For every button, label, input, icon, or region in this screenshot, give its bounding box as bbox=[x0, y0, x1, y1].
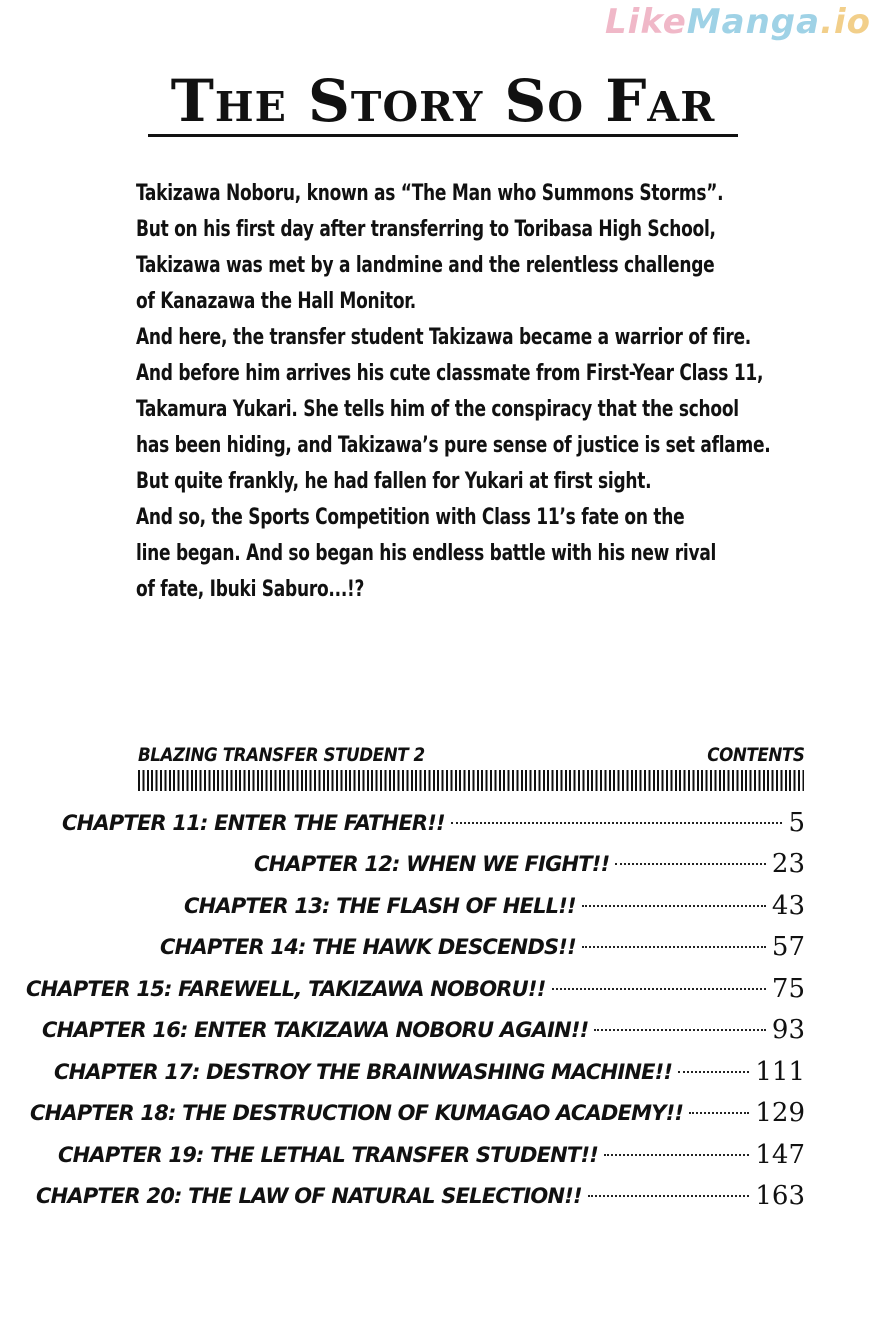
toc-entry-chapter-18 bbox=[30, 1093, 805, 1133]
watermark-part-a: Like bbox=[605, 2, 687, 42]
story-line: Takizawa Noboru, known as “The Man who Summons Storms”. bbox=[136, 181, 724, 206]
page-number: 43 bbox=[771, 891, 805, 921]
toc-entry-chapter-16 bbox=[42, 1010, 805, 1050]
chapter-title: CHAPTER 14: THE HAWK DESCENDS!! bbox=[160, 935, 576, 959]
toc-entry-chapter-13 bbox=[184, 886, 805, 926]
toc-entry-chapter-12 bbox=[254, 844, 805, 884]
dot-leader bbox=[582, 905, 766, 907]
site-watermark bbox=[605, 2, 871, 42]
story-line: has been hiding, and Takizawa’s pure sense of justice is set aflame. bbox=[136, 433, 771, 458]
dot-leader bbox=[552, 988, 766, 990]
page-number: 57 bbox=[771, 932, 805, 962]
chapter-title: CHAPTER 11: ENTER THE FATHER!! bbox=[62, 811, 445, 835]
story-line: But quite frankly, he had fallen for Yukari at first sight. bbox=[136, 469, 652, 494]
chapter-title: CHAPTER 18: THE DESTRUCTION OF KUMAGAO ACADEMY!! bbox=[30, 1101, 684, 1125]
page-title: The Story So Far bbox=[148, 70, 738, 137]
watermark-part-b: Manga bbox=[686, 2, 821, 42]
dot-leader bbox=[594, 1029, 765, 1031]
chapter-title: CHAPTER 17: DESTROY THE BRAINWASHING MACHINE!! bbox=[54, 1060, 673, 1084]
dot-leader bbox=[582, 946, 766, 948]
contents-label: CONTENTS bbox=[706, 744, 804, 766]
dot-leader bbox=[451, 822, 783, 824]
chapter-title: CHAPTER 15: FAREWELL, TAKIZAWA NOBORU!! bbox=[26, 977, 546, 1001]
toc-entry-chapter-15 bbox=[26, 969, 805, 1009]
story-line: Takizawa was met by a landmine and the relentless challenge bbox=[136, 253, 715, 278]
page-number: 129 bbox=[755, 1098, 805, 1128]
chapter-title: CHAPTER 12: WHEN WE FIGHT!! bbox=[254, 852, 610, 876]
toc-entry-chapter-11 bbox=[62, 803, 805, 843]
toc-entry-chapter-19 bbox=[58, 1135, 805, 1175]
chapter-title: CHAPTER 13: THE FLASH OF HELL!! bbox=[184, 894, 576, 918]
dot-leader bbox=[678, 1071, 749, 1073]
series-title: BLAZING TRANSFER STUDENT 2 bbox=[138, 744, 425, 766]
story-line: But on his first day after transferring to Toribasa High School, bbox=[136, 217, 716, 242]
watermark-part-c: .io bbox=[820, 2, 871, 42]
story-line: of Kanazawa the Hall Monitor. bbox=[136, 289, 416, 314]
dot-leader bbox=[604, 1154, 749, 1156]
page-number: 23 bbox=[771, 849, 805, 879]
chapter-title: CHAPTER 19: THE LETHAL TRANSFER STUDENT!! bbox=[58, 1143, 598, 1167]
story-line: And here, the transfer student Takizawa became a warrior of fire. bbox=[136, 325, 751, 350]
page-number: 111 bbox=[755, 1057, 805, 1087]
story-line: of fate, Ibuki Saburo...!? bbox=[136, 577, 365, 602]
page-number: 5 bbox=[788, 808, 805, 838]
story-line: And before him arrives his cute classmate from First-Year Class 11, bbox=[136, 361, 764, 386]
page-number: 163 bbox=[755, 1181, 805, 1211]
toc-entry-chapter-17 bbox=[54, 1052, 805, 1092]
page-number: 75 bbox=[771, 974, 805, 1004]
chapter-title: CHAPTER 20: THE LAW OF NATURAL SELECTION!! bbox=[36, 1184, 582, 1208]
story-line: Takamura Yukari. She tells him of the conspiracy that the school bbox=[136, 397, 739, 422]
dot-leader bbox=[615, 863, 766, 865]
story-line: And so, the Sports Competition with Class 11’s fate on the bbox=[136, 505, 685, 530]
header-rule-divider bbox=[138, 770, 804, 791]
story-line: line began. And so began his endless battle with his new rival bbox=[136, 541, 717, 566]
dot-leader bbox=[689, 1112, 749, 1114]
dot-leader bbox=[588, 1195, 750, 1197]
page-number: 93 bbox=[771, 1015, 805, 1045]
toc-entry-chapter-14 bbox=[160, 927, 805, 967]
contents-header bbox=[138, 742, 804, 768]
story-summary bbox=[136, 176, 836, 608]
page-number: 147 bbox=[755, 1140, 805, 1170]
toc-entry-chapter-20 bbox=[36, 1176, 805, 1216]
chapter-title: CHAPTER 16: ENTER TAKIZAWA NOBORU AGAIN!! bbox=[42, 1018, 589, 1042]
